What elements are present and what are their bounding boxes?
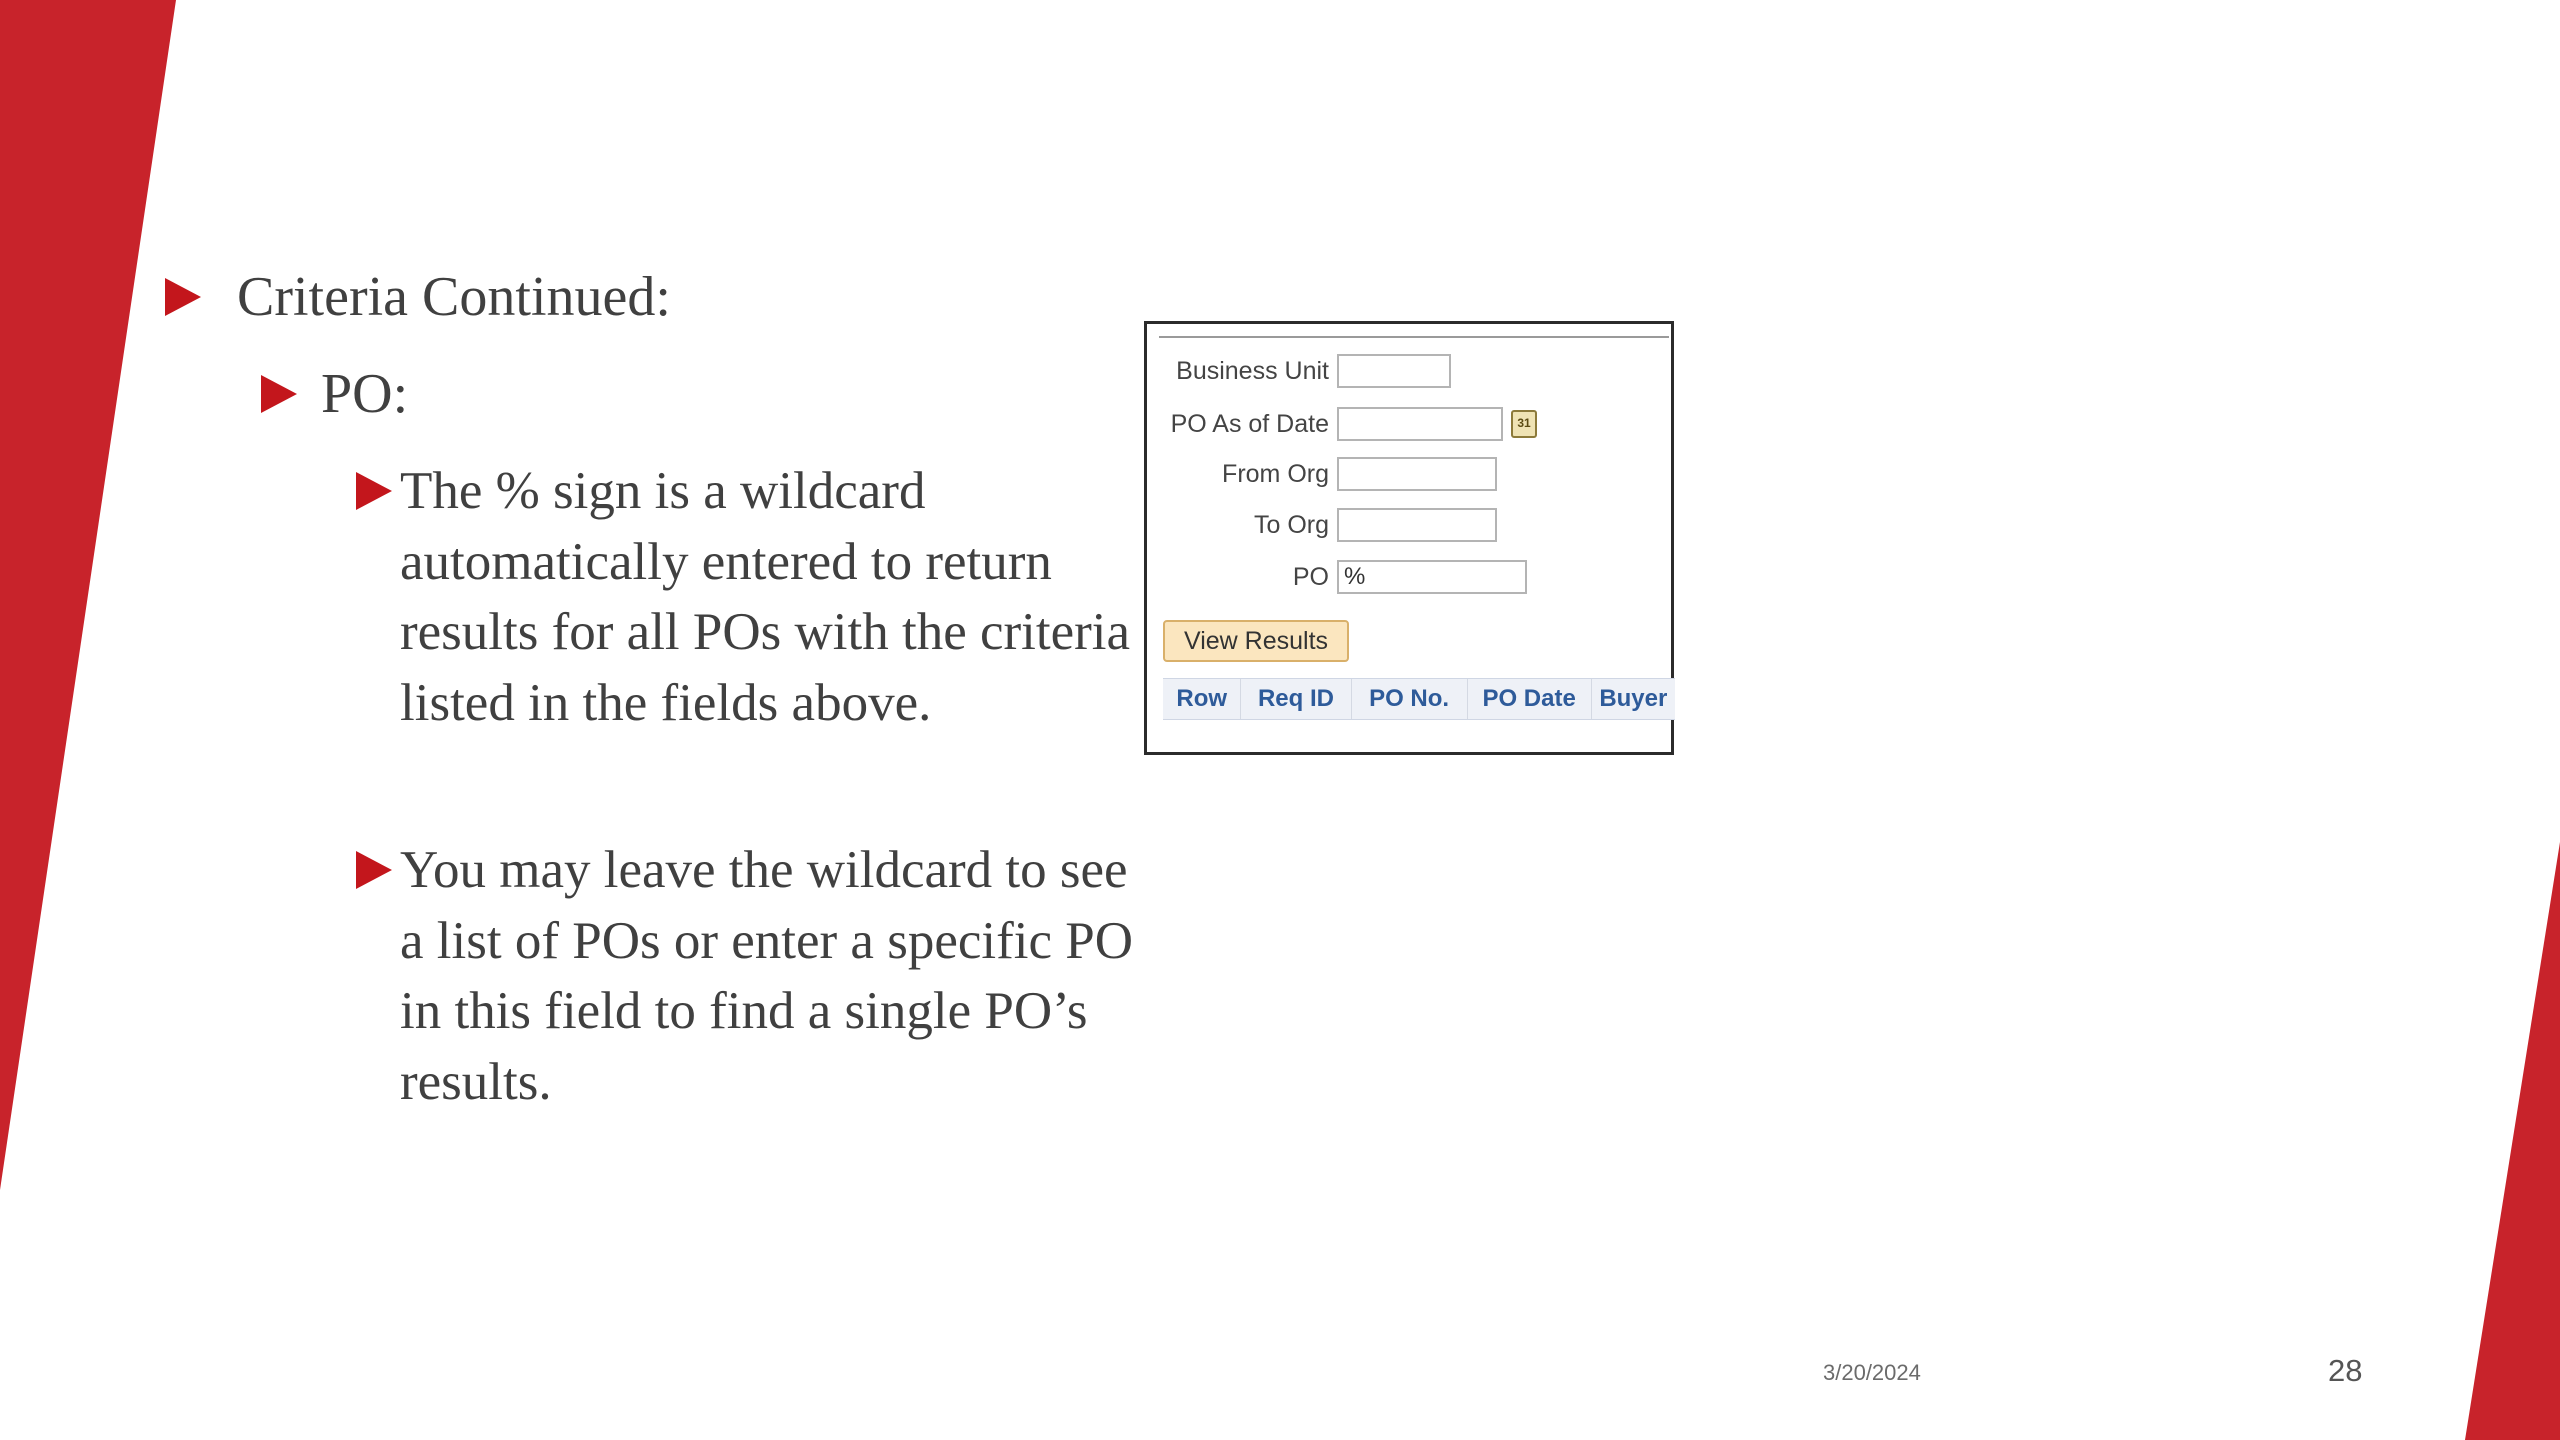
left-red-band: [0, 0, 176, 1190]
panel-divider: [1159, 336, 1669, 338]
column-header-po-date[interactable]: PO Date: [1468, 679, 1592, 719]
to-org-row: [1147, 505, 1497, 545]
right-red-band: [2465, 842, 2560, 1440]
po-label: PO: [1292, 562, 1329, 591]
to-org-label: To Org: [1253, 510, 1329, 539]
bullet-wildcard-explanation: [356, 456, 1160, 738]
slide-date: 3/20/2024: [1823, 1360, 1921, 1385]
po-input[interactable]: %: [1337, 560, 1527, 594]
bullet-text: Criteria Continued:: [237, 266, 671, 328]
view-results-button[interactable]: View Results: [1163, 620, 1349, 662]
business-unit-input[interactable]: [1337, 354, 1451, 388]
business-unit-label: Business Unit: [1176, 356, 1329, 385]
bullet-text: You may leave the wildcard to see a list of POs or enter a specific PO in this field to find a single PO’s results.: [400, 841, 1133, 1111]
bullet-text: PO:: [321, 363, 409, 425]
business-unit-row: [1147, 351, 1451, 391]
po-as-of-date-input[interactable]: [1337, 407, 1503, 441]
column-header-buyer[interactable]: Buyer: [1599, 685, 1668, 712]
bullet-arrow-icon: [356, 472, 392, 510]
from-org-label: From Org: [1222, 459, 1329, 488]
po-as-of-date-label: PO As of Date: [1170, 409, 1329, 438]
po-row: [1147, 557, 1527, 597]
column-header-req-id[interactable]: Req ID: [1241, 679, 1351, 719]
calendar-icon[interactable]: 31: [1511, 410, 1537, 438]
bullet-text: The % sign is a wildcard automatically entered to return results for all POs with the criteria listed in the fields above.: [400, 462, 1131, 732]
po-search-screenshot: [1144, 321, 1674, 755]
column-header-po-no[interactable]: PO No.: [1352, 679, 1468, 719]
results-grid-header: [1163, 678, 1675, 720]
po-as-of-date-row: [1147, 404, 1537, 444]
bullet-arrow-icon: [165, 278, 201, 316]
bullet-arrow-icon: [261, 375, 297, 413]
column-header-row[interactable]: Row: [1163, 679, 1241, 719]
bullet-wildcard-usage: [356, 835, 1160, 1117]
slide-page-number: 28: [2328, 1353, 2363, 1388]
bullet-po: [261, 359, 408, 429]
from-org-input[interactable]: [1337, 457, 1497, 491]
bullet-arrow-icon: [356, 851, 392, 889]
bullet-criteria-continued: [165, 262, 671, 332]
to-org-input[interactable]: [1337, 508, 1497, 542]
from-org-row: [1147, 454, 1497, 494]
